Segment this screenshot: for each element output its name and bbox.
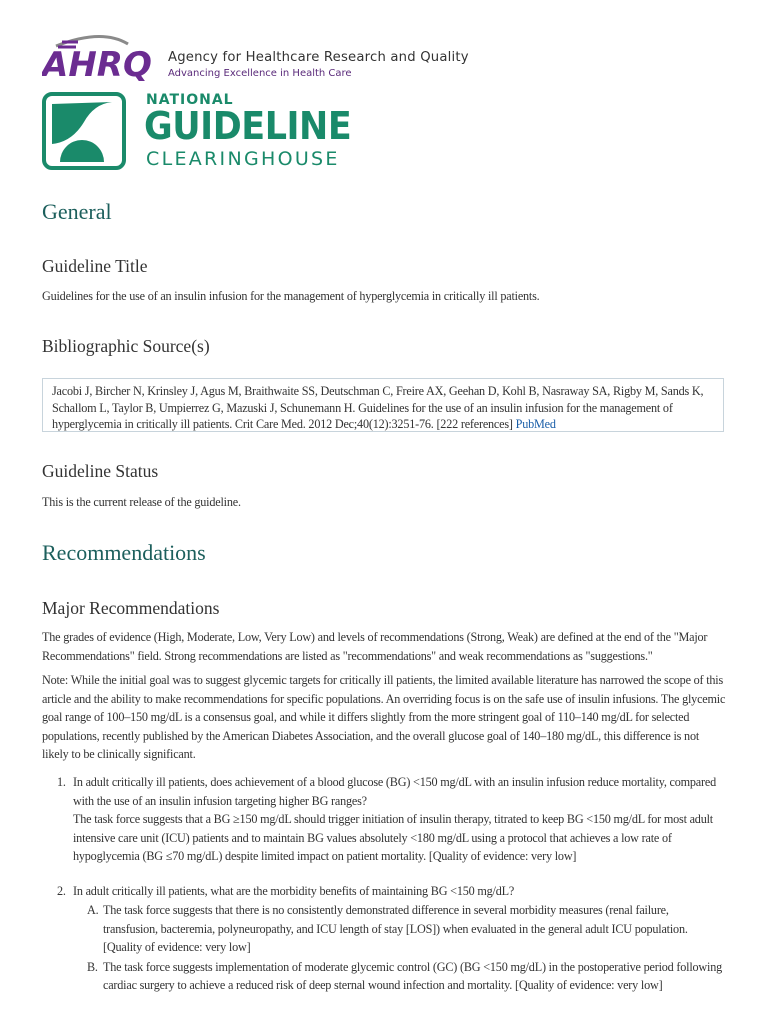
list-item xyxy=(42,773,726,866)
section-heading-general: General xyxy=(42,199,112,224)
sub-list-item xyxy=(73,901,726,957)
bibliographic-source-text: Jacobi J, Bircher N, Krinsley J, Agus M, Braithwaite SS, Deutschman C, Freire AX, Geehan D, Kohl B, Nasraway SA, Rigby M, Sands K, Schallom L, Taylor B, Umpierrez G, Mazuski J, Schunemann H. Guidelines for the use of an insulin infusion for the management of hyperglycemia in critically ill patients. Crit Care Med. 2012 Dec;40(12):3251-76. [222 references] xyxy=(52,384,704,431)
sub-list-item-letter: A. xyxy=(87,903,99,917)
list-item-number: 1. xyxy=(57,775,66,789)
list-item-number: 2. xyxy=(57,883,66,898)
sub-recommendation-text: The task force suggests implementation of moderate glycemic control (GC) (BG <150 mg/dL) in the postoperative period following cardiac surgery to achieve a reduced risk of deep sternal wound infection and mortality. [Quality of evidence: very low] xyxy=(103,959,722,992)
recommendations-list xyxy=(42,773,726,995)
ngc-logo-mark-icon xyxy=(42,92,126,170)
guideline-title-text: Guidelines for the use of an insulin infusion for the management of hyperglycemia in critically ill patients. xyxy=(42,289,540,303)
pubmed-link[interactable]: PubMed xyxy=(515,417,556,431)
bibliographic-source-heading: Bibliographic Source(s) xyxy=(42,336,210,356)
ngc-guideline: GUIDELINE xyxy=(144,104,352,148)
section-heading-recommendations: Recommendations xyxy=(42,540,206,565)
major-recommendations-heading: Major Recommendations xyxy=(42,598,220,618)
sub-recommendation-text: The task force suggests that there is no consistently demonstrated difference in several morbidity measures (renal failure, transfusion, bacteremia, polyneuropathy, and ICU length of stay [LOS]) when evaluated in the general adult ICU population. [Quality of evidence: very low] xyxy=(103,903,688,954)
recommendation-question: In adult critically ill patients, what are the morbidity benefits of maintaining BG <150 mg/dL? xyxy=(73,883,515,898)
ahrq-logo[interactable] xyxy=(42,34,160,82)
recommendation-answer: The task force suggests that a BG ≥150 mg/dL should trigger initiation of insulin therapy, titrated to keep BG <150 mg/dL for most adult intensive care unit (ICU) patients and to maintain BG values absolutely <180 mg/dL using a protocol that achieves a low rate of hypoglycemia (BG ≤70 mg/dL) despite limited impact on patient mortality. [Quality of evidence: very low] xyxy=(73,812,713,863)
recommendation-question: In adult critically ill patients, does achievement of a blood glucose (BG) <150 mg/dL with an insulin infusion reduce mortality, compared with the use of an insulin infusion targeting higher BG ranges? xyxy=(73,775,716,808)
guideline-status-heading: Guideline Status xyxy=(42,461,159,481)
recommendations-intro: The grades of evidence (High, Moderate, Low, Very Low) and levels of recommendations (Strong, Weak) are defined at the end of the "Major Recommendations" field. Strong recommendations are listed as "recommendations" and weak recommendations as "suggestions." xyxy=(42,630,708,663)
agency-name: Agency for Healthcare Research and Quality xyxy=(168,50,469,65)
ngc-clearinghouse: CLEARINGHOUSE xyxy=(146,148,340,170)
bibliographic-source-box xyxy=(42,378,724,432)
agency-tagline: Advancing Excellence in Health Care xyxy=(168,68,352,79)
recommendations-note: Note: While the initial goal was to suggest glycemic targets for critically ill patients, the limited available literature has narrowed the scope of this article and the ability to make recommendations for specific populations. An overriding focus is on the safe use of insulin infusions. The glycemic goal range of 100–150 mg/dL is a consensus goal, and while it differs slightly from the more stringent goal of 110–140 mg/dL for selected populations, recently published by the American Diabetes Association, and the overall glucose goal of 140–180 mg/dL, this difference is not likely to be clinically significant. xyxy=(42,673,726,761)
sub-list-item xyxy=(73,958,726,995)
guideline-title-heading: Guideline Title xyxy=(42,256,148,276)
list-item xyxy=(42,882,726,995)
guideline-status-text: This is the current release of the guideline. xyxy=(42,495,241,509)
ahrq-logo-text: AHRQ xyxy=(42,45,152,82)
ngc-logo[interactable] xyxy=(42,92,362,172)
sub-list-item-letter: B. xyxy=(87,959,98,974)
ahrq-header xyxy=(42,34,502,84)
ngc-national: NATIONAL xyxy=(146,92,234,108)
